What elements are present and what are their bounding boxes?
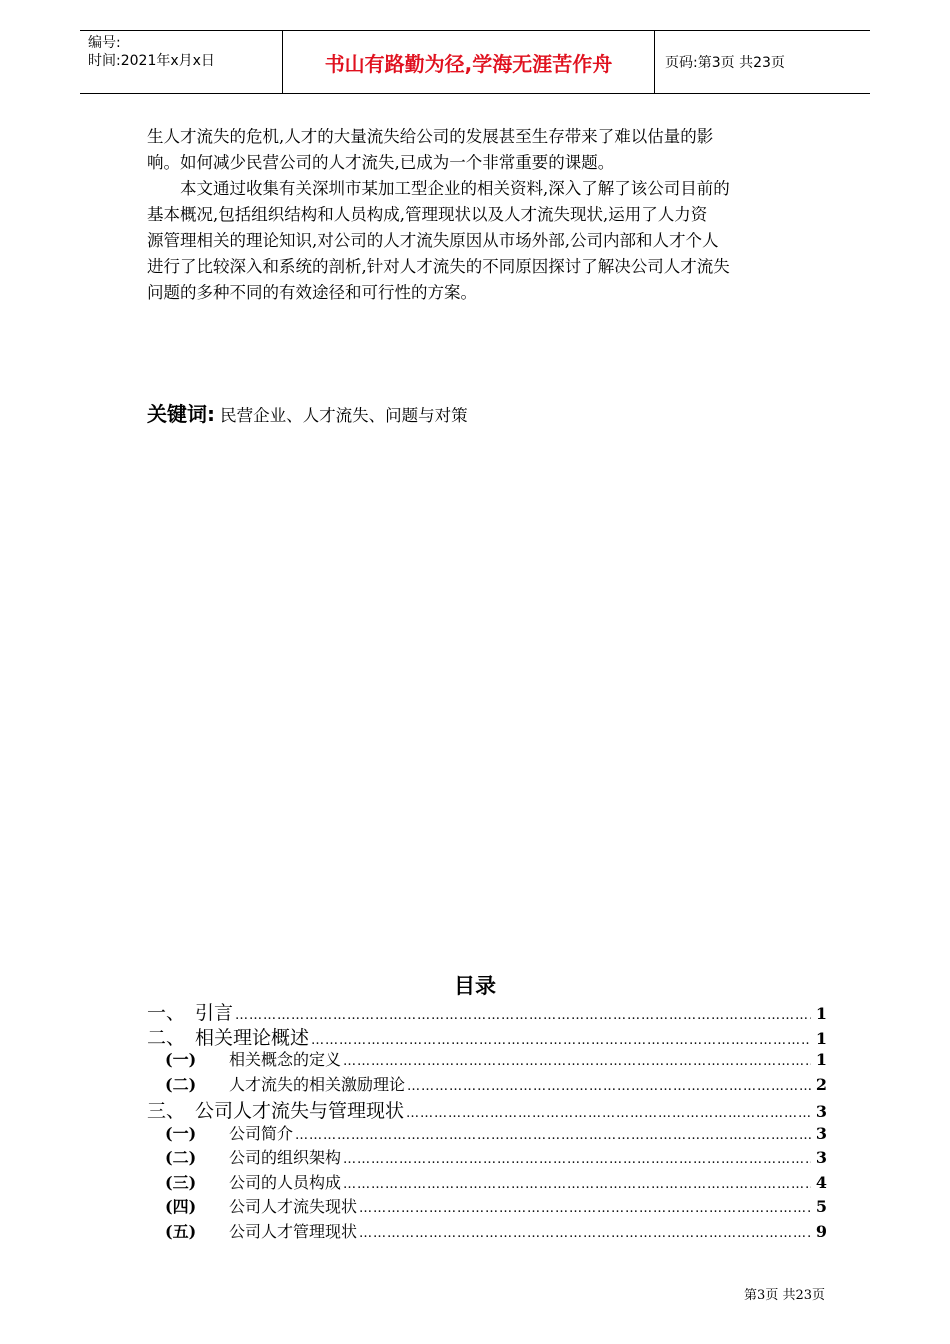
paragraph-line: 源管理相关的理论知识,对公司的人才流失原因从市场外部,公司内部和人才个人 [147,231,719,250]
paragraph-2 [147,176,827,306]
toc-entry[interactable] [147,1096,827,1121]
toc-entry-page: 1 [815,1028,827,1048]
toc-entry-label: 相关概念的定义 [229,1050,342,1069]
keywords-label: 关键词: [147,402,215,426]
keywords [147,398,468,427]
header-motto: 书山有路勤为径,学海无涯苦作舟 [283,31,655,93]
toc-entry[interactable] [147,1121,827,1146]
toc-title: 目录 [454,974,496,998]
toc-leader-dots [343,1054,811,1069]
toc-leader-dots [407,1079,811,1094]
toc-entry[interactable] [147,1219,827,1244]
toc-leader-dots [359,1226,811,1241]
toc-entry-number: (一) [165,1123,197,1143]
toc-entry-page: 3 [815,1148,827,1167]
toc-entry-number: (四) [165,1197,197,1216]
toc-entry-label: 公司人才流失现状 [229,1197,358,1216]
toc-entry-number: 一、 [147,1002,186,1024]
header-time: 时间:2021年x月x日 [88,53,215,69]
toc-leader-dots [343,1152,811,1167]
toc-leader-dots [343,1177,811,1192]
toc-entry-label: 公司人才流失与管理现状 [195,1100,405,1122]
toc-entry[interactable] [147,1170,827,1195]
keywords-text: 民营企业、人才流失、问题与对策 [220,406,468,425]
toc-entry-page: 3 [815,1102,827,1121]
toc-leader-dots [295,1128,811,1143]
toc-leader-dots [311,1033,811,1048]
header-meta [80,31,283,93]
header-code: 编号: [88,35,121,51]
page-header [80,30,870,94]
toc-entry-label: 相关理论概述 [195,1026,310,1049]
toc-entry-number: (五) [165,1221,197,1241]
toc-entry[interactable] [147,1072,827,1097]
toc-entry-number: 三、 [147,1100,186,1122]
toc-entry-page: 9 [815,1221,827,1241]
toc-entry-label: 公司的组织架构 [229,1148,342,1167]
header-page-info: 页码:第3页 共23页 [665,55,785,71]
toc-leader-dots [406,1106,811,1121]
toc-entry-page: 3 [815,1123,827,1143]
toc-entry-label: 人才流失的相关激励理论 [229,1074,406,1094]
toc-entry-number: (二) [165,1148,197,1167]
toc-entry-number: 二、 [147,1026,186,1049]
toc-entry-label: 公司人才管理现状 [229,1221,358,1241]
toc-entry-page: 2 [815,1074,827,1094]
toc-entry-label: 引言 [195,1002,234,1024]
table-of-contents [147,998,827,1243]
toc-entry-page: 1 [815,1004,827,1023]
paragraph-line: 响。如何减少民营公司的人才流失,已成为一个非常重要的课题。 [147,153,615,172]
toc-entry[interactable] [147,1023,827,1048]
toc-entry-number: (三) [165,1172,197,1192]
paragraph-line: 生人才流失的危机,人才的大量流失给公司的发展甚至生存带来了难以估量的影 [147,127,714,146]
paragraph-line: 基本概况,包括组织结构和人员构成,管理现状以及人才流失现状,运用了人力资 [147,205,708,224]
toc-entry[interactable] [147,1145,827,1170]
toc-entry[interactable] [147,998,827,1023]
paragraph-line: 本文通过收集有关深圳市某加工型企业的相关资料,深入了解了该公司目前的 [180,179,730,198]
paragraph-line: 进行了比较深入和系统的剖析,针对人才流失的不同原因探讨了解决公司人才流失 [147,257,730,276]
paragraph-1 [147,124,827,176]
toc-leader-dots [235,1008,811,1023]
toc-entry-number: (二) [165,1074,197,1094]
toc-entry-page: 5 [815,1197,827,1216]
toc-leader-dots [359,1201,811,1216]
toc-entry-label: 公司的人员构成 [229,1172,342,1192]
toc-entry-label: 公司简介 [229,1123,294,1143]
toc-entry-page: 4 [815,1172,827,1192]
page-footer: 第3页 共23页 [744,1288,825,1303]
toc-entry[interactable] [147,1047,827,1072]
toc-entry[interactable] [147,1194,827,1219]
toc-entry-number: (一) [165,1050,197,1069]
toc-entry-page: 1 [815,1050,827,1069]
paragraph-line: 问题的多种不同的有效途径和可行性的方案。 [147,283,477,302]
